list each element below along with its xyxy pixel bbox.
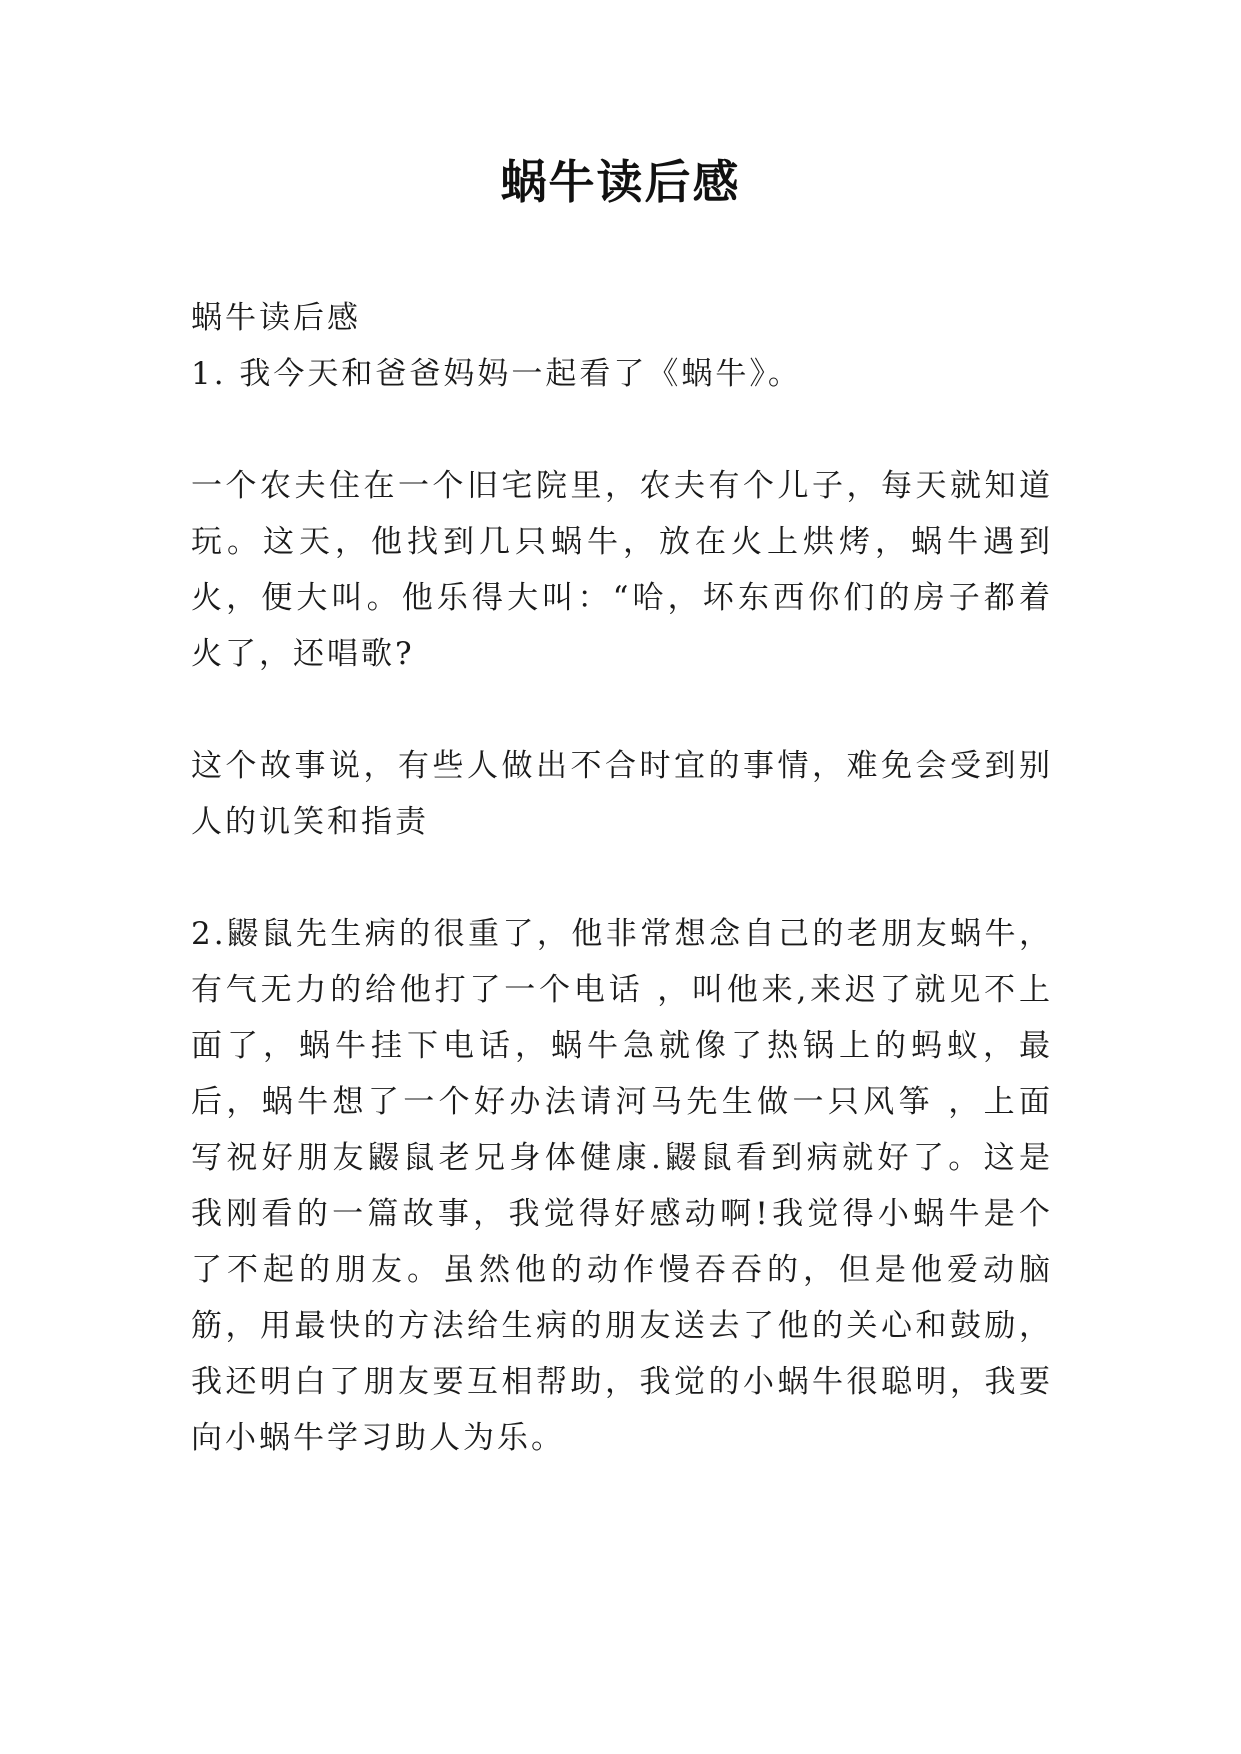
document-body [191,290,1053,1466]
paragraph-gap [191,682,1053,738]
paragraph-moral: 这个故事说，有些人做出不合时宜的事情，难免会受到别人的讥笑和指责 [191,748,1053,840]
paragraph-gap [191,402,1053,458]
subtitle-line: 蜗牛读后感 [191,300,361,336]
paragraph-2: 2.鼹鼠先生病的很重了，他非常想念自己的老朋友蜗牛，有气无力的给他打了一个电话 ，叫他来,来迟了就见不上面了，蜗牛挂下电话，蜗牛急就像了热锅上的蚂蚁，最后，蜗牛想了一个好办法请河马先生做一只风筝 ，上面写祝好朋友鼹鼠老兄身体健康.鼹鼠看到病就好了。这是我刚看的一篇故事，我觉得好感动啊!我觉得小蜗牛是个了不起的朋友。虽然他的动作慢吞吞的，但是他爱动脑筋，用最快的方法给生病的朋友送去了他的关心和鼓励，我还明白了朋友要互相帮助，我觉的小蜗牛很聪明，我要向小蜗牛学习助人为乐。 [191,916,1053,1456]
paragraph-gap [191,850,1053,906]
paragraph-1: 1. 我今天和爸爸妈妈一起看了《蜗牛》。 [191,356,802,392]
paragraph-story: 一个农夫住在一个旧宅院里，农夫有个儿子，每天就知道玩。这天，他找到几只蜗牛，放在火上烘烤，蜗牛遇到火，便大叫。他乐得大叫：“哈，坏东西你们的房子都着火了，还唱歌? [191,468,1053,672]
page-title: 蜗牛读后感 [500,155,741,209]
